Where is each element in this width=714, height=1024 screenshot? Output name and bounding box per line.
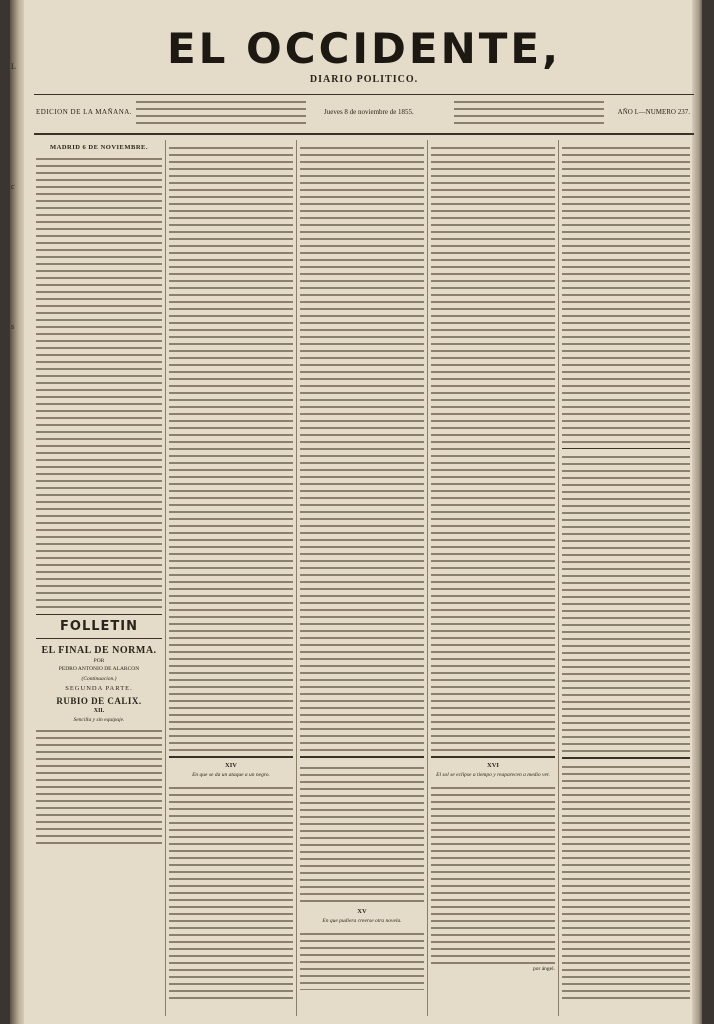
folletin-text: [169, 784, 293, 1004]
issue-date: Jueves 8 de noviembre de 1855.: [324, 108, 414, 116]
folletin-text: [562, 763, 690, 1003]
binding-mark: s: [11, 322, 15, 331]
section-ending: por ángel.: [533, 966, 555, 972]
column-4: [431, 140, 555, 1016]
article-text: [562, 144, 690, 444]
section-number: XVI: [487, 762, 499, 769]
edition-label: EDICION DE LA MAÑANA.: [36, 108, 133, 116]
binding-spine: [10, 0, 24, 1024]
binding-mark: L: [11, 62, 16, 71]
section-epigraph: En que se da un ataque a un negro.: [192, 772, 270, 778]
masthead: [34, 26, 694, 85]
novel-title: EL FINAL DE NORMA.: [41, 645, 157, 656]
article-columns: [34, 140, 694, 1016]
newspaper-subtitle: DIARIO POLITICO.: [309, 74, 419, 85]
folletin-text: [300, 930, 424, 990]
continuation-note: (Continuacion.): [81, 676, 117, 682]
divider: [300, 756, 424, 758]
folletin-text: [36, 727, 162, 847]
author-prefix: POR: [93, 658, 105, 664]
section-epigraph: El sol se eclipse a tiempo y reaparecen a medio ver.: [436, 772, 550, 778]
article-text: [169, 144, 293, 752]
folletin-text: [300, 764, 424, 904]
advertising-info: [454, 98, 604, 128]
part-heading: SEGUNDA PARTE.: [65, 685, 133, 692]
column-3: [300, 140, 424, 1016]
article-text: [562, 453, 690, 753]
section-epigraph: En que pudiera creerse otra novela.: [322, 918, 402, 924]
article-text: [431, 144, 555, 752]
divider: [36, 614, 162, 615]
column-1: [36, 140, 162, 1016]
folletin-text: [431, 784, 555, 964]
subscription-info: [136, 98, 306, 128]
article-text: [300, 144, 424, 752]
column-5: [562, 140, 690, 1016]
chapter-number: XII.: [93, 708, 105, 714]
newspaper-page: [10, 0, 702, 1024]
article-text: [36, 155, 162, 610]
column-rule: [427, 140, 428, 1016]
divider: [36, 638, 162, 639]
newspaper-title: EL OCCIDENTE,: [166, 24, 562, 73]
section-number: XIV: [225, 762, 237, 769]
column-rule: [165, 140, 166, 1016]
chapter-epigraph: Sencilla y sin equipaje.: [73, 717, 125, 723]
folletin-header: FOLLETIN: [60, 619, 138, 634]
divider: [562, 448, 690, 449]
divider: [562, 757, 690, 759]
column-2: [169, 140, 293, 1016]
column-rule: [296, 140, 297, 1016]
binding-mark: c: [11, 182, 15, 191]
issue-number: AÑO I.—NUMERO 237.: [617, 108, 690, 116]
divider: [431, 756, 555, 758]
chapter-title: RUBIO DE CALIX.: [56, 696, 142, 706]
author-name: PEDRO ANTONIO DE ALARCON: [58, 666, 140, 672]
article-dateline: MADRID 6 DE NOVIEMBRE.: [49, 144, 149, 151]
divider: [169, 756, 293, 758]
info-bar: [34, 94, 694, 135]
section-number: XV: [357, 908, 367, 915]
column-rule: [558, 140, 559, 1016]
